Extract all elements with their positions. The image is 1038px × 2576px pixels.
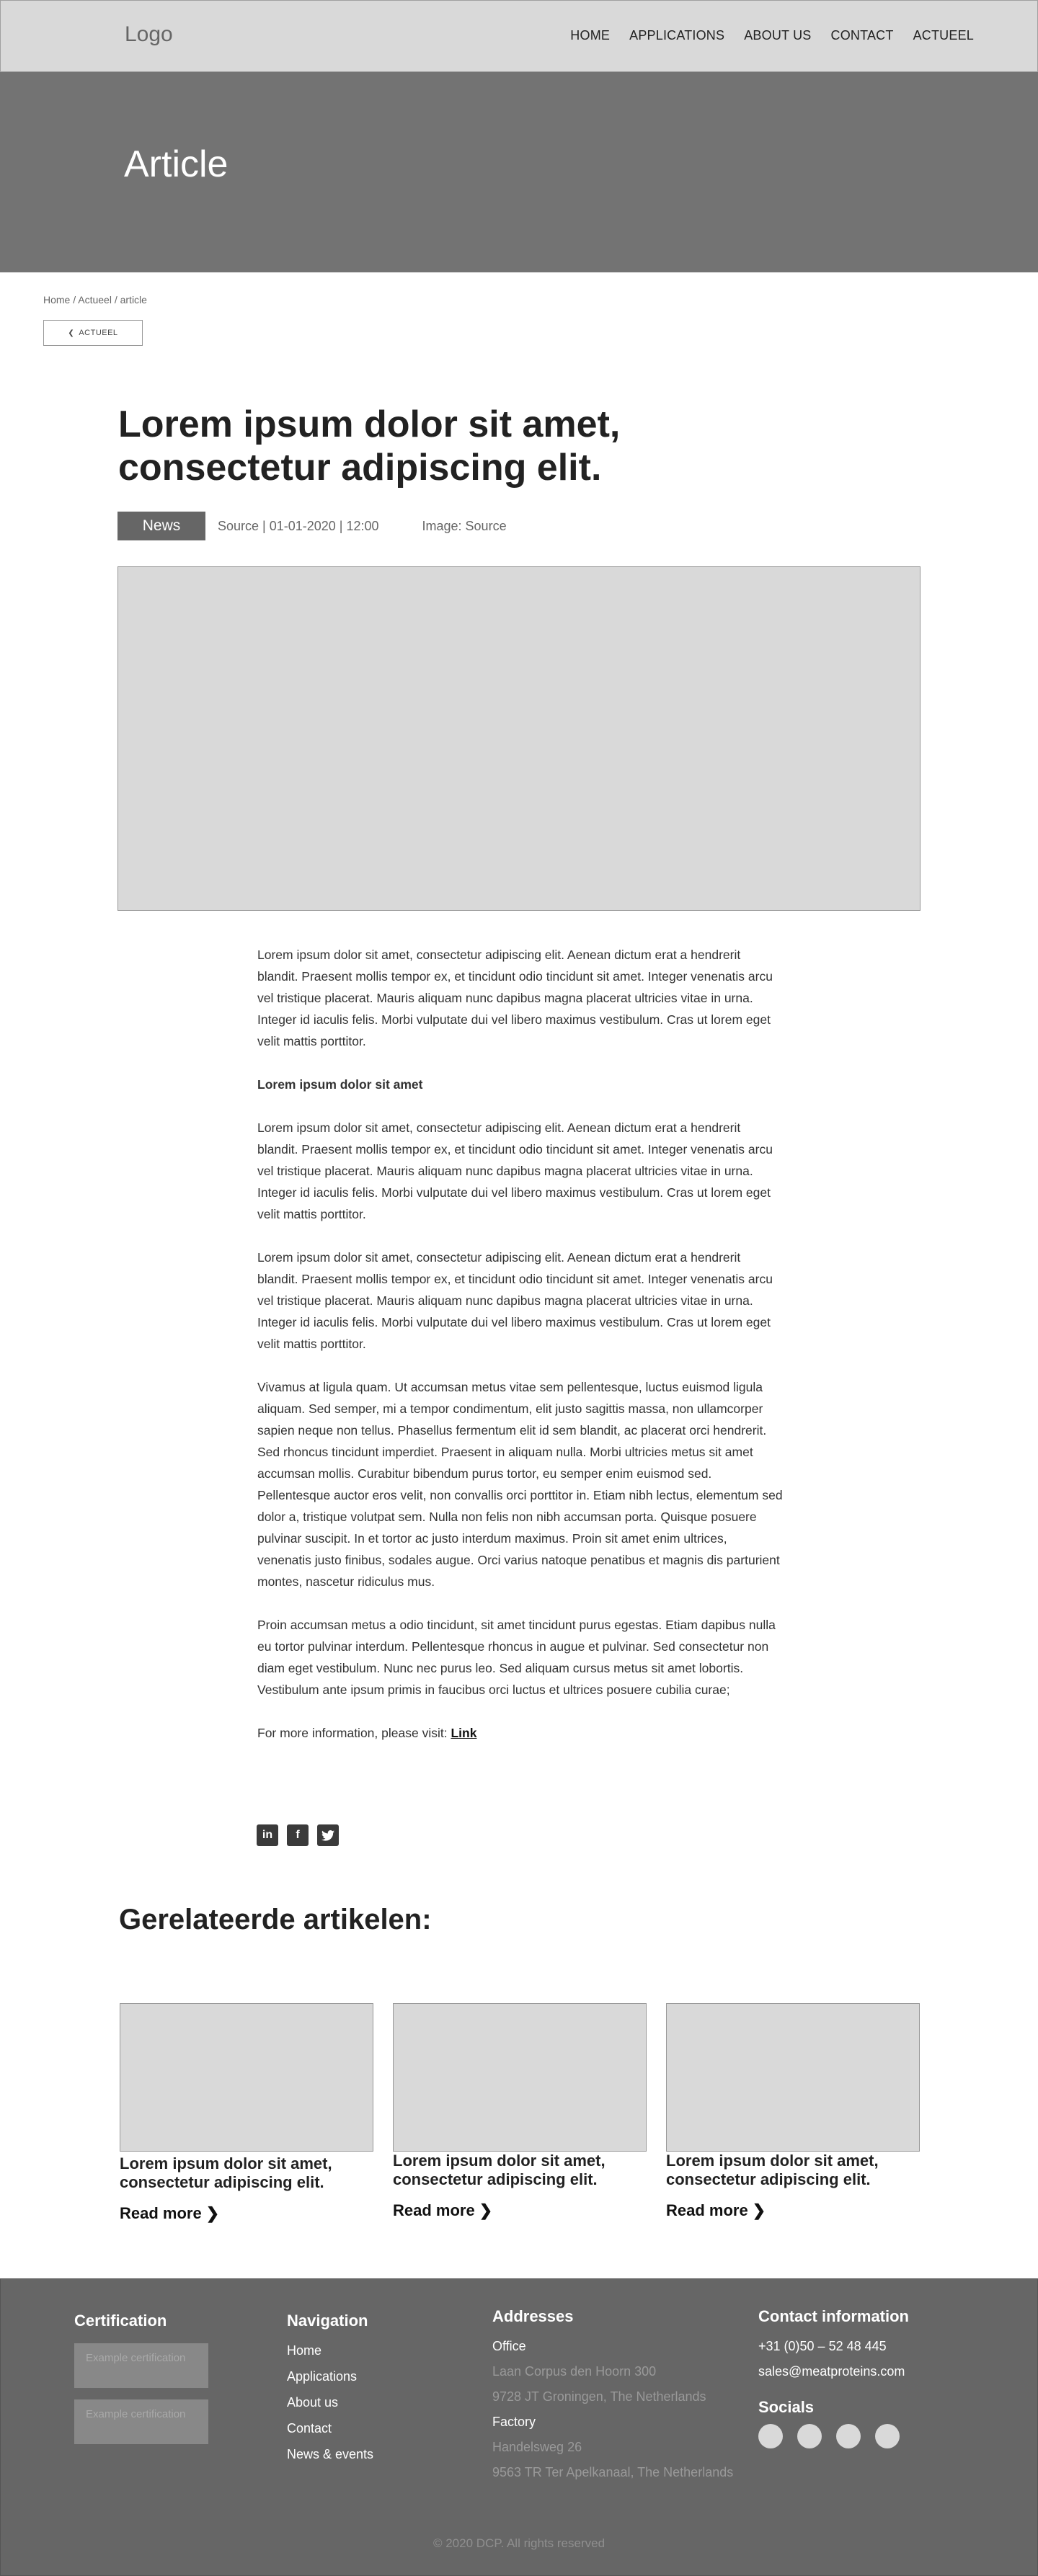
back-button[interactable] [43, 320, 143, 346]
certification-box[interactable]: Example certification [74, 2399, 208, 2444]
read-more-label: Read more [393, 2201, 475, 2219]
footer-heading: Socials [758, 2398, 815, 2416]
nav-home[interactable]: HOME [570, 28, 611, 43]
footer-certification [74, 2312, 208, 2456]
social-icon[interactable] [758, 2424, 783, 2448]
read-more-label: Read more [120, 2203, 202, 2222]
read-more-link[interactable] [120, 2204, 373, 2223]
linkedin-icon[interactable]: in [257, 1824, 278, 1846]
card-image[interactable] [666, 2003, 920, 2152]
footer-nav-applications[interactable]: Applications [287, 2369, 358, 2384]
breadcrumb[interactable]: Home / Actueel / article [43, 294, 147, 306]
footer-nav-news-events[interactable]: News & events [287, 2447, 374, 2461]
article-body [257, 944, 784, 1765]
copyright: © 2020 DCP. All rights reserved [432, 2536, 606, 2550]
hero-banner [0, 72, 1038, 272]
twitter-icon[interactable] [317, 1824, 339, 1846]
share-bar [257, 1824, 339, 1846]
factory-label: Factory [492, 2415, 536, 2429]
footer-addresses [492, 2307, 733, 2490]
footer-socials [758, 2424, 909, 2448]
nav-contact[interactable]: CONTACT [830, 28, 894, 43]
facebook-icon[interactable]: f [287, 1824, 309, 1846]
factory-street: Handelsweg 26 [492, 2440, 582, 2454]
paragraph: Vivamus at ligula quam. Ut accumsan metus vitae sem pellentesque, luctus euismod ligula aliquam. Sed semper, mi a tempor condimentum, elit justo sagittis massa, non ullamcorper sapien neque non tellus. Phasellus fermentum elit id sem blandit, ac placerat orci hendrerit. Sed rhoncus tincidunt imperdiet. Praesent in aliquam nulla. Morbi ultricies metus sit amet accumsan mollis. Curabitur bibendum purus tortor, eu semper enim euismod sed. Pellentesque auctor eros velit, non convallis orci porttitor in. Etiam nibh lectus, elementum sed dolor a, tristique volutpat sem. Nulla non felis non nibh accumsan porta. Quisque posuere pulvinar suscipit. In et tortor ac justo interdum maximus. Proin sit amet enim ultrices, venenatis justo finibus, sodales augue. Orci varius natoque penatibus et magnis dis parturient montes, nascetur ridiculus mus. [257, 1380, 783, 1589]
card-title[interactable]: Lorem ipsum dolor sit amet, consectetur adipiscing elit. [393, 2152, 606, 2189]
nav-applications[interactable]: APPLICATIONS [629, 28, 725, 43]
footer-contact [758, 2307, 909, 2448]
read-more-label: Read more [666, 2201, 748, 2219]
related-card[interactable] [393, 2003, 647, 2220]
footer-heading: Navigation [287, 2312, 368, 2330]
main-nav [570, 28, 974, 43]
footer-heading: Addresses [492, 2307, 574, 2325]
contact-phone[interactable]: +31 (0)50 – 52 48 445 [758, 2339, 887, 2353]
office-street: Laan Corpus den Hoorn 300 [492, 2364, 657, 2379]
nav-about-us[interactable]: ABOUT US [744, 28, 812, 43]
footer-heading: Certification [74, 2312, 167, 2330]
logo[interactable]: Logo [125, 22, 173, 46]
site-header [0, 0, 1038, 72]
social-icon[interactable] [797, 2424, 822, 2448]
more-info [257, 1722, 784, 1744]
card-title[interactable]: Lorem ipsum dolor sit amet, consectetur adipiscing elit. [666, 2152, 879, 2189]
card-image[interactable] [393, 2003, 647, 2152]
subheading: Lorem ipsum dolor sit amet [257, 1077, 423, 1092]
office-city: 9728 JT Groningen, The Netherlands [492, 2389, 706, 2404]
related-card[interactable] [120, 2003, 373, 2223]
footer-navigation [287, 2312, 373, 2473]
paragraph: Lorem ipsum dolor sit amet, consectetur adipiscing elit. Aenean dictum erat a hendrerit blandit. Praesent mollis tempor ex, et tincidunt odio tincidunt sit amet. Integer venenatis arcu vel tristique placerat. Mauris aliquam nunc dapibus magna placerat ultricies vitae in urna. Integer id iaculis felis. Morbi vulputate dui vel libero maximus vestibulum. Cras ut lorem eget velit mattis porttitor. [257, 948, 773, 1048]
more-info-text: For more information, please visit: [257, 1726, 448, 1740]
read-more-link[interactable] [666, 2201, 920, 2220]
card-image[interactable] [120, 2003, 373, 2152]
office-label: Office [492, 2339, 526, 2353]
article-image [117, 566, 921, 911]
certification-box[interactable]: Example certification [74, 2343, 208, 2388]
read-more-link[interactable] [393, 2201, 647, 2220]
paragraph: Proin accumsan metus a odio tincidunt, sit amet tincidunt purus egestas. Etiam dapibus nulla eu tortor pulvinar interdum. Pellentesque rhoncus in augue et pulvinar. Sed consectetur non diam eget vestibulum. Nunc nec purus leo. Sed aliquam cursus metus sit amet lobortis. Vestibulum ante ipsum primis in faucibus orci luctus et ultrices posuere cubilia curae; [257, 1618, 776, 1697]
article-source: Source | 01-01-2020 | 12:00 [218, 518, 379, 533]
card-title[interactable]: Lorem ipsum dolor sit amet, consectetur adipiscing elit. [120, 2154, 332, 2192]
chevron-right-icon: ❯ [479, 2201, 493, 2219]
footer-nav-about-us[interactable]: About us [287, 2395, 339, 2410]
chevron-right-icon: ❯ [752, 2201, 766, 2219]
social-icon[interactable] [875, 2424, 900, 2448]
paragraph: Lorem ipsum dolor sit amet, consectetur adipiscing elit. Aenean dictum erat a hendrerit blandit. Praesent mollis tempor ex, et tincidunt odio tincidunt sit amet. Integer venenatis arcu vel tristique placerat. Mauris aliquam nunc dapibus magna placerat ultricies vitae in urna. Integer id iaculis felis. Morbi vulputate dui vel libero maximus vestibulum. Cras ut lorem eget velit mattis porttitor. [257, 1120, 773, 1221]
hero-title: Article [124, 143, 229, 185]
related-title: Gerelateerde artikelen: [119, 1904, 432, 1935]
image-credit: Image: Source [422, 518, 507, 533]
footer-heading: Contact information [758, 2307, 909, 2325]
chevron-left-icon: ❮ [68, 329, 75, 337]
footer-nav-home[interactable]: Home [287, 2343, 322, 2358]
category-tag[interactable]: News [117, 512, 205, 540]
back-button-label: ACTUEEL [79, 329, 118, 337]
paragraph: Lorem ipsum dolor sit amet, consectetur adipiscing elit. Aenean dictum erat a hendrerit blandit. Praesent mollis tempor ex, et tincidunt odio tincidunt sit amet. Integer venenatis arcu vel tristique placerat. Mauris aliquam nunc dapibus magna placerat ultricies vitae in urna. Integer id iaculis felis. Morbi vulputate dui vel libero maximus vestibulum. Cras ut lorem eget velit mattis porttitor. [257, 1250, 773, 1351]
article-title: Lorem ipsum dolor sit amet, consectetur adipiscing elit. [118, 404, 621, 489]
contact-email[interactable]: sales@meatproteins.com [758, 2364, 905, 2379]
nav-actueel[interactable]: ACTUEEL [913, 28, 974, 43]
social-icon[interactable] [836, 2424, 861, 2448]
footer-nav-contact[interactable]: Contact [287, 2421, 332, 2435]
article-meta [117, 512, 507, 540]
chevron-right-icon: ❯ [205, 2203, 220, 2222]
related-card[interactable] [666, 2003, 920, 2220]
factory-city: 9563 TR Ter Apelkanaal, The Netherlands [492, 2465, 734, 2479]
more-info-link[interactable]: Link [451, 1726, 477, 1740]
